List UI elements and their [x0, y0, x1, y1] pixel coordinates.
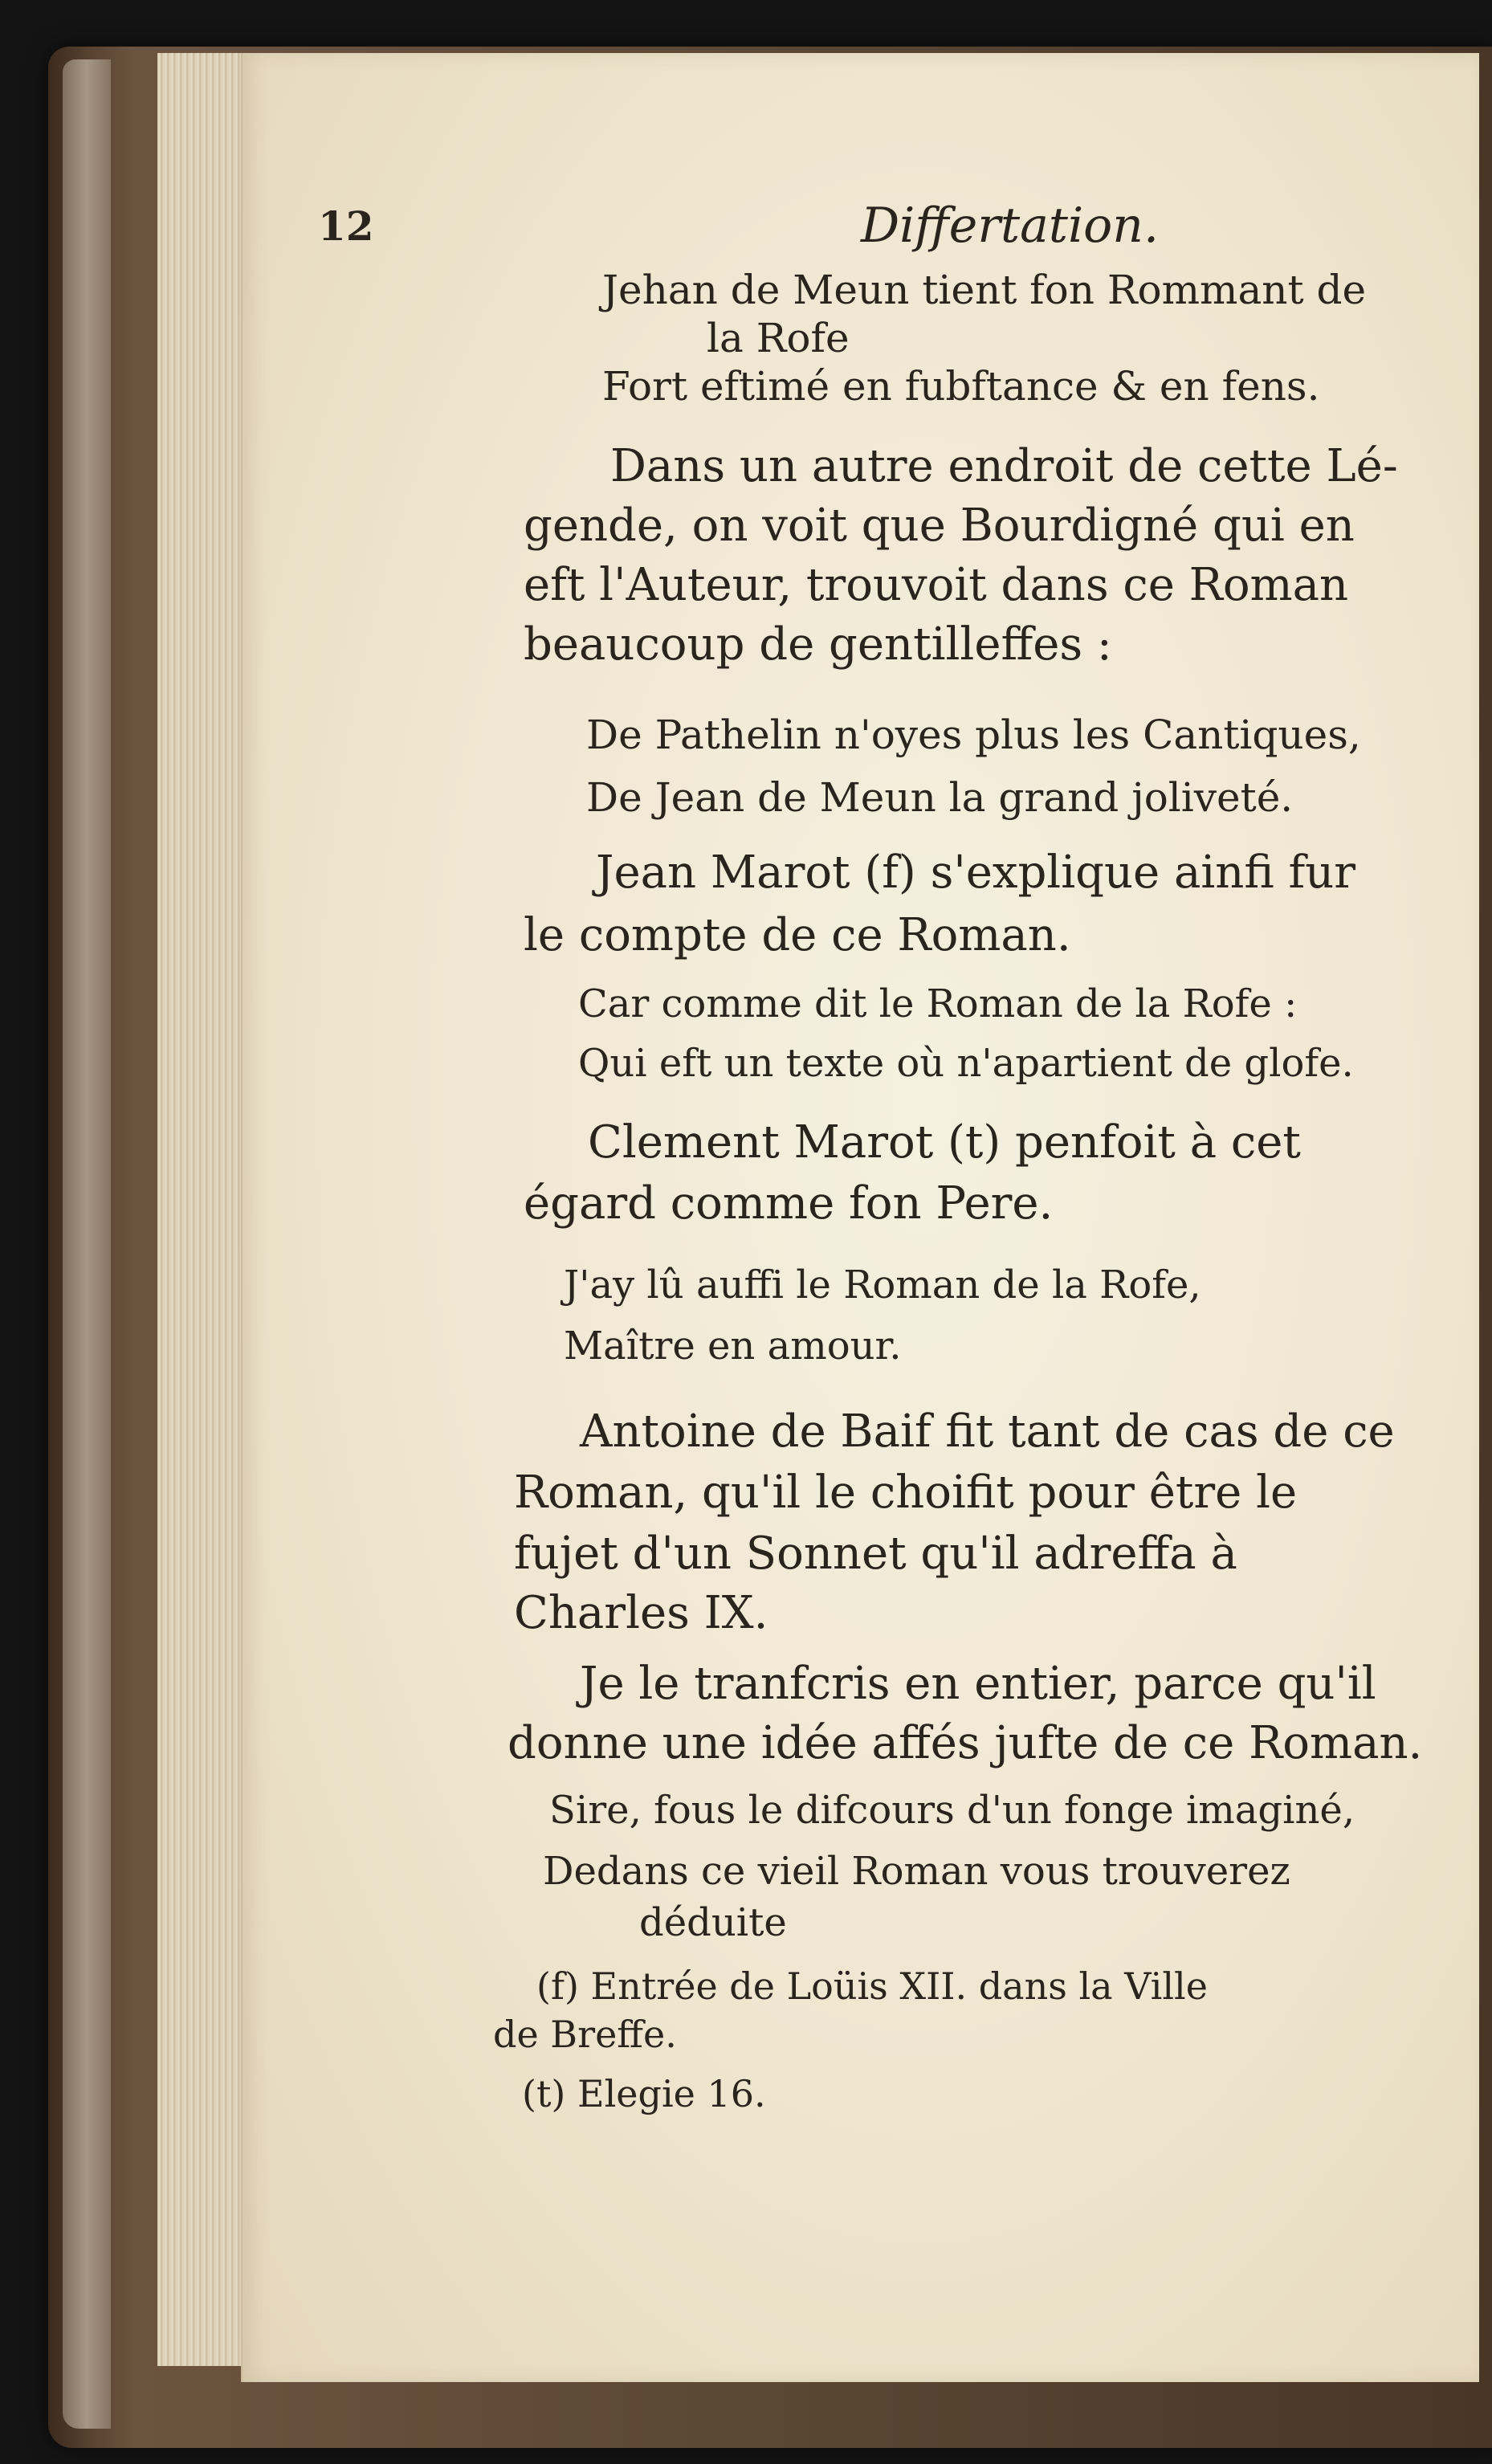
footnote: de Breffe. [493, 2013, 677, 2056]
cover-spine-edge [63, 59, 111, 2429]
text-line: Charles IX. [514, 1587, 768, 1639]
text-line: Sire, fous le difcours d'un fonge imaginé, [549, 1788, 1355, 1833]
page-number: 12 [318, 202, 374, 250]
text-line: Jehan de Meun tient fon Rommant de [602, 267, 1367, 313]
footnote: (t) Elegie 16. [522, 2072, 766, 2115]
text-line: Fort eftimé en fubftance & en fens. [602, 363, 1320, 410]
text-line: J'ay lû auffi le Roman de la Rofe, [564, 1263, 1201, 1307]
text-line: Je le tranfcris en entier, parce qu'il [580, 1658, 1376, 1710]
text-line: De Jean de Meun la grand joliveté. [586, 774, 1294, 821]
text-line: déduite [639, 1900, 787, 1945]
text-line: Roman, qu'il le choifit pour être le [514, 1467, 1298, 1519]
text-line: égard comme fon Pere. [524, 1177, 1054, 1230]
text-line: eft l'Auteur, trouvoit dans ce Roman [524, 559, 1349, 611]
text-line: Qui eft un texte où n'apartient de glofe. [578, 1041, 1354, 1086]
text-line: le compte de ce Roman. [524, 909, 1071, 961]
text-line: gende, on voit que Bourdigné qui en [524, 500, 1355, 552]
text-line: Clement Marot (t) penfoit à cet [588, 1116, 1301, 1169]
text-line: Car comme dit le Roman de la Rofe : [578, 981, 1298, 1026]
text-line: Dans un autre endroit de cette Lé- [610, 440, 1398, 492]
text-line: Antoine de Baif fit tant de cas de ce [580, 1405, 1395, 1458]
text-line: la Rofe [707, 315, 850, 361]
text-line: Maître en amour. [564, 1324, 902, 1369]
text-line: fujet d'un Sonnet qu'il adreffa à [514, 1528, 1237, 1580]
footnote: (f) Entrée de Loüis XII. dans la Ville [536, 1964, 1208, 2008]
text-line: Jean Marot (f) s'explique ainfi fur [596, 846, 1356, 899]
text-line: beaucoup de gentilleffes : [524, 618, 1112, 671]
text-line: Dedans ce vieil Roman vous trouverez [543, 1849, 1290, 1894]
text-line: De Pathelin n'oyes plus les Cantiques, [586, 712, 1361, 758]
text-line: donne une idée affés jufte de ce Roman. [508, 1717, 1423, 1769]
running-title: Differtation. [861, 198, 1160, 254]
